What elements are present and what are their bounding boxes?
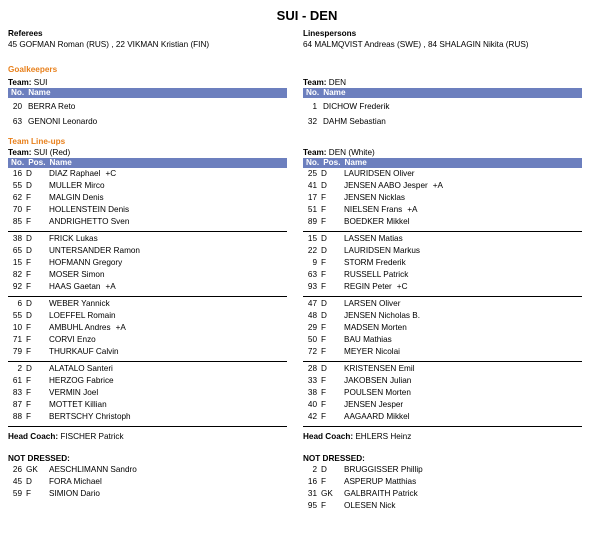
- line-divider: [303, 361, 582, 362]
- player-number: 40: [307, 400, 317, 409]
- lineup-left-lines: [8, 168, 287, 427]
- player-row: [8, 310, 287, 322]
- player-name: SIMION Dario: [49, 489, 100, 498]
- player-number: 33: [307, 376, 317, 385]
- player-row: [303, 387, 582, 399]
- player-position: F: [321, 400, 327, 409]
- player-row: [8, 216, 287, 228]
- player-row: [303, 216, 582, 228]
- player-name: HERZOG Fabrice: [49, 376, 114, 385]
- player-row: [303, 257, 582, 269]
- gk-right-team: [303, 77, 582, 88]
- player-number: 88: [12, 412, 22, 421]
- player-name: JAKOBSEN Julian: [344, 376, 412, 385]
- player-name: ANDRIGHETTO Sven: [49, 217, 130, 226]
- team-name: SUI: [33, 78, 48, 87]
- gk-header: [8, 88, 287, 98]
- player-number: 28: [307, 364, 317, 373]
- player-name: LARSEN Oliver: [344, 299, 401, 308]
- head-coach-right: [303, 431, 582, 442]
- player-position: F: [26, 193, 32, 202]
- player-position: F: [321, 323, 327, 332]
- goalkeepers-section-label: Goalkeepers: [8, 65, 58, 74]
- header-pos: Pos.: [28, 158, 46, 167]
- header-no: No.: [306, 158, 320, 167]
- lineup-left: [8, 136, 287, 500]
- player-row: [8, 298, 287, 310]
- page-title: SUI - DEN: [276, 8, 338, 23]
- player-position: D: [321, 234, 327, 243]
- player-name: DAHM Sebastian: [323, 117, 386, 126]
- head-coach-left: [8, 431, 287, 442]
- player-position: F: [321, 217, 327, 226]
- player-row: [8, 387, 287, 399]
- player-name: JENSEN AABO Jesper: [344, 181, 428, 190]
- player-name: OLESEN Nick: [344, 501, 396, 510]
- player-row: [303, 375, 582, 387]
- player-name: MALGIN Denis: [49, 193, 104, 202]
- player-number: 25: [307, 169, 317, 178]
- player-row: [303, 411, 582, 423]
- player-position: F: [321, 258, 327, 267]
- player-name: AESCHLIMANN Sandro: [49, 465, 137, 474]
- player-position: F: [26, 282, 32, 291]
- player-number: 71: [12, 335, 22, 344]
- player-number: 95: [307, 501, 317, 510]
- player-number: 62: [12, 193, 22, 202]
- team-name: SUI (Red): [33, 148, 71, 157]
- player-position: F: [321, 477, 327, 486]
- line-divider: [8, 296, 287, 297]
- player-row: [8, 269, 287, 281]
- player-position: F: [26, 347, 32, 356]
- player-name: GENONI Leonardo: [28, 117, 98, 126]
- header-no: No.: [11, 158, 25, 167]
- not-dressed-row: [303, 464, 582, 476]
- line-divider: [8, 426, 287, 427]
- linespersons-heading: Linespersons: [303, 29, 357, 38]
- player-number: 70: [12, 205, 22, 214]
- player-position: F: [321, 412, 327, 421]
- lineup-left-team: [8, 147, 287, 158]
- player-row: [8, 411, 287, 423]
- player-name: MULLER Mirco: [49, 181, 105, 190]
- player-position: D: [26, 234, 32, 243]
- player-name: AMBUHL Andres: [49, 323, 111, 332]
- lineup-header: [8, 158, 287, 168]
- player-position: F: [26, 412, 32, 421]
- player-number: 63: [307, 270, 317, 279]
- player-position: F: [26, 258, 32, 267]
- player-name: ALATALO Santeri: [49, 364, 113, 373]
- line-divider: [8, 231, 287, 232]
- player-position: D: [26, 364, 32, 373]
- player-row: [303, 192, 582, 204]
- player-row: [8, 399, 287, 411]
- player-number: 47: [307, 299, 317, 308]
- lineup-right-team: [303, 147, 582, 158]
- player-number: 48: [307, 311, 317, 320]
- player-position: D: [321, 246, 327, 255]
- player-name: JENSEN Nicholas B.: [344, 311, 420, 320]
- team-label: Team:: [303, 148, 327, 157]
- player-number: 1: [312, 102, 317, 111]
- player-row: [8, 322, 287, 334]
- gk-left-team: [8, 77, 287, 88]
- referees-block: [8, 28, 287, 50]
- player-number: 51: [307, 205, 317, 214]
- player-number: 55: [12, 181, 22, 190]
- not-dressed-row: [303, 488, 582, 500]
- player-row: [303, 233, 582, 245]
- player-row: [8, 192, 287, 204]
- not-dressed-row: [8, 464, 287, 476]
- header-name: Name: [28, 88, 51, 97]
- player-position: D: [26, 169, 32, 178]
- player-name: DICHOW Frederik: [323, 102, 390, 111]
- player-row: [8, 233, 287, 245]
- player-number: 45: [12, 477, 22, 486]
- line-divider: [303, 231, 582, 232]
- player-number: 38: [307, 388, 317, 397]
- goalkeeper-row: [8, 114, 287, 130]
- player-name: LAURIDSEN Oliver: [344, 169, 415, 178]
- not-dressed-label-left: NOT DRESSED:: [8, 454, 70, 463]
- goalkeeper-row: [303, 100, 582, 114]
- player-name: WEBER Yannick: [49, 299, 110, 308]
- player-position: F: [321, 205, 327, 214]
- player-position: F: [321, 388, 327, 397]
- team-label: Team:: [303, 78, 327, 87]
- player-number: 61: [12, 376, 22, 385]
- player-position: D: [321, 465, 327, 474]
- line-divider: [303, 296, 582, 297]
- player-name: LOEFFEL Romain: [49, 311, 116, 320]
- player-number: 29: [307, 323, 317, 332]
- lineup-right: [303, 136, 582, 512]
- coach-name: FISCHER Patrick: [60, 432, 124, 441]
- player-row: [303, 298, 582, 310]
- player-number: 55: [12, 311, 22, 320]
- player-position: F: [26, 335, 32, 344]
- team-name: DEN: [328, 78, 347, 87]
- linespersons-block: [303, 28, 582, 50]
- player-number: 92: [12, 282, 22, 291]
- player-name: ASPERUP Matthias: [344, 477, 417, 486]
- player-number: 31: [307, 489, 317, 498]
- team-label: Team:: [8, 148, 32, 157]
- player-position: D: [26, 181, 32, 190]
- player-number: 2: [17, 364, 22, 373]
- player-name: GALBRAITH Patrick: [344, 489, 418, 498]
- not-dressed-right: [303, 464, 582, 512]
- player-number: 42: [307, 412, 317, 421]
- player-number: 6: [17, 299, 22, 308]
- player-row: [8, 363, 287, 375]
- player-number: 79: [12, 347, 22, 356]
- player-name: KRISTENSEN Emil: [344, 364, 415, 373]
- not-dressed-row: [303, 476, 582, 488]
- player-name: LAURIDSEN Markus: [344, 246, 420, 255]
- player-position: F: [26, 323, 32, 332]
- player-number: 2: [312, 465, 317, 474]
- captain-mark: +A: [115, 323, 126, 332]
- player-name: FRICK Lukas: [49, 234, 98, 243]
- player-number: 50: [307, 335, 317, 344]
- line-divider: [303, 426, 582, 427]
- captain-mark: +A: [105, 282, 116, 291]
- player-name: VERMIN Joel: [49, 388, 99, 397]
- player-number: 93: [307, 282, 317, 291]
- header-pos: Pos.: [323, 158, 341, 167]
- player-row: [8, 334, 287, 346]
- player-position: D: [321, 169, 327, 178]
- player-number: 16: [307, 477, 317, 486]
- player-name: NIELSEN Frans: [344, 205, 403, 214]
- player-position: F: [321, 501, 327, 510]
- player-position: F: [26, 489, 32, 498]
- player-position: F: [26, 388, 32, 397]
- player-row: [8, 245, 287, 257]
- player-name: HOLLENSTEIN Denis: [49, 205, 130, 214]
- player-name: STORM Frederik: [344, 258, 406, 267]
- captain-mark: +C: [396, 282, 408, 291]
- player-row: [303, 310, 582, 322]
- not-dressed-row: [303, 500, 582, 512]
- player-position: F: [26, 205, 32, 214]
- player-row: [8, 375, 287, 387]
- player-row: [303, 269, 582, 281]
- player-row: [8, 346, 287, 358]
- player-row: [8, 281, 287, 293]
- player-number: 85: [12, 217, 22, 226]
- player-number: 17: [307, 193, 317, 202]
- player-row: [8, 204, 287, 216]
- player-number: 89: [307, 217, 317, 226]
- player-name: BAU Mathias: [344, 335, 392, 344]
- player-number: 82: [12, 270, 22, 279]
- team-label: Team:: [8, 78, 32, 87]
- player-number: 65: [12, 246, 22, 255]
- player-row: [303, 204, 582, 216]
- lineup-right-lines: [303, 168, 582, 427]
- lineups-section-label: Team Line-ups: [8, 137, 66, 146]
- header-name: Name: [49, 158, 72, 167]
- player-number: 20: [12, 102, 22, 111]
- player-position: D: [321, 364, 327, 373]
- not-dressed-left: [8, 464, 287, 500]
- player-position: F: [321, 193, 327, 202]
- line-divider: [8, 361, 287, 362]
- not-dressed-row: [8, 476, 287, 488]
- player-name: MOTTET Killian: [49, 400, 107, 409]
- player-row: [303, 399, 582, 411]
- player-position: GK: [321, 489, 333, 498]
- captain-mark: +A: [432, 181, 443, 190]
- player-position: D: [26, 311, 32, 320]
- player-name: JENSEN Nicklas: [344, 193, 405, 202]
- player-number: 9: [312, 258, 317, 267]
- coach-label: Head Coach:: [303, 432, 354, 441]
- gk-left-list: [8, 100, 287, 130]
- referees-heading: Referees: [8, 29, 43, 38]
- player-row: [303, 334, 582, 346]
- player-number: 32: [307, 117, 317, 126]
- goalkeepers-right: [303, 64, 582, 130]
- player-number: 41: [307, 181, 317, 190]
- player-name: HOFMANN Gregory: [49, 258, 123, 267]
- player-row: [303, 168, 582, 180]
- player-number: 26: [12, 465, 22, 474]
- referees-text: 45 GOFMAN Roman (RUS) , 22 VIKMAN Kristian (FIN): [8, 40, 210, 49]
- player-name: BERRA Reto: [28, 102, 76, 111]
- player-name: THURKAUF Calvin: [49, 347, 119, 356]
- player-row: [303, 322, 582, 334]
- header-name: Name: [344, 158, 367, 167]
- header-no: No.: [11, 88, 25, 97]
- player-name: UNTERSANDER Ramon: [49, 246, 140, 255]
- player-number: 87: [12, 400, 22, 409]
- player-name: AAGAARD Mikkel: [344, 412, 410, 421]
- player-name: FORA Michael: [49, 477, 102, 486]
- player-position: D: [321, 181, 327, 190]
- player-position: F: [321, 335, 327, 344]
- team-name: DEN (White): [328, 148, 375, 157]
- player-position: D: [321, 299, 327, 308]
- player-name: BERTSCHY Christoph: [49, 412, 131, 421]
- player-name: JENSEN Jesper: [344, 400, 404, 409]
- goalkeeper-row: [303, 114, 582, 130]
- player-number: 38: [12, 234, 22, 243]
- player-name: RUSSELL Patrick: [344, 270, 409, 279]
- player-position: F: [321, 282, 327, 291]
- player-name: POULSEN Morten: [344, 388, 411, 397]
- player-position: F: [321, 270, 327, 279]
- player-position: D: [26, 299, 32, 308]
- coach-label: Head Coach:: [8, 432, 59, 441]
- player-name: BRUGGISSER Phillip: [344, 465, 423, 474]
- player-name: LASSEN Matias: [344, 234, 403, 243]
- player-position: F: [26, 217, 32, 226]
- player-number: 83: [12, 388, 22, 397]
- captain-mark: +C: [105, 169, 117, 178]
- player-name: MADSEN Morten: [344, 323, 407, 332]
- player-name: MEYER Nicolai: [344, 347, 400, 356]
- player-row: [303, 245, 582, 257]
- player-position: D: [26, 246, 32, 255]
- player-number: 63: [12, 117, 22, 126]
- player-number: 22: [307, 246, 317, 255]
- lineup-header: [303, 158, 582, 168]
- header-name: Name: [323, 88, 346, 97]
- player-number: 15: [12, 258, 22, 267]
- captain-mark: +A: [407, 205, 418, 214]
- player-row: [303, 281, 582, 293]
- player-number: 10: [12, 323, 22, 332]
- not-dressed-label-right: NOT DRESSED:: [303, 454, 365, 463]
- player-number: 72: [307, 347, 317, 356]
- header-no: No.: [306, 88, 320, 97]
- player-name: HAAS Gaetan: [49, 282, 101, 291]
- goalkeeper-row: [8, 100, 287, 114]
- player-position: F: [321, 376, 327, 385]
- gk-header: [303, 88, 582, 98]
- player-row: [303, 363, 582, 375]
- player-number: 15: [307, 234, 317, 243]
- player-number: 59: [12, 489, 22, 498]
- player-position: F: [26, 270, 32, 279]
- player-position: GK: [26, 465, 38, 474]
- player-position: D: [321, 311, 327, 320]
- gk-right-list: [303, 100, 582, 130]
- goalkeepers-left: [8, 64, 287, 130]
- not-dressed-row: [8, 488, 287, 500]
- player-row: [8, 257, 287, 269]
- player-number: 16: [12, 169, 22, 178]
- player-row: [8, 168, 287, 180]
- player-name: BOEDKER Mikkel: [344, 217, 410, 226]
- player-row: [8, 180, 287, 192]
- player-position: F: [26, 376, 32, 385]
- linespersons-text: 64 MALMQVIST Andreas (SWE) , 84 SHALAGIN Nikita (RUS): [303, 40, 529, 49]
- player-position: D: [26, 477, 32, 486]
- coach-name: EHLERS Heinz: [355, 432, 412, 441]
- player-name: REGIN Peter: [344, 282, 392, 291]
- player-row: [303, 346, 582, 358]
- player-name: DIAZ Raphael: [49, 169, 101, 178]
- player-name: CORVI Enzo: [49, 335, 96, 344]
- player-position: F: [321, 347, 327, 356]
- player-name: MOSER Simon: [49, 270, 105, 279]
- player-row: [303, 180, 582, 192]
- player-position: F: [26, 400, 32, 409]
